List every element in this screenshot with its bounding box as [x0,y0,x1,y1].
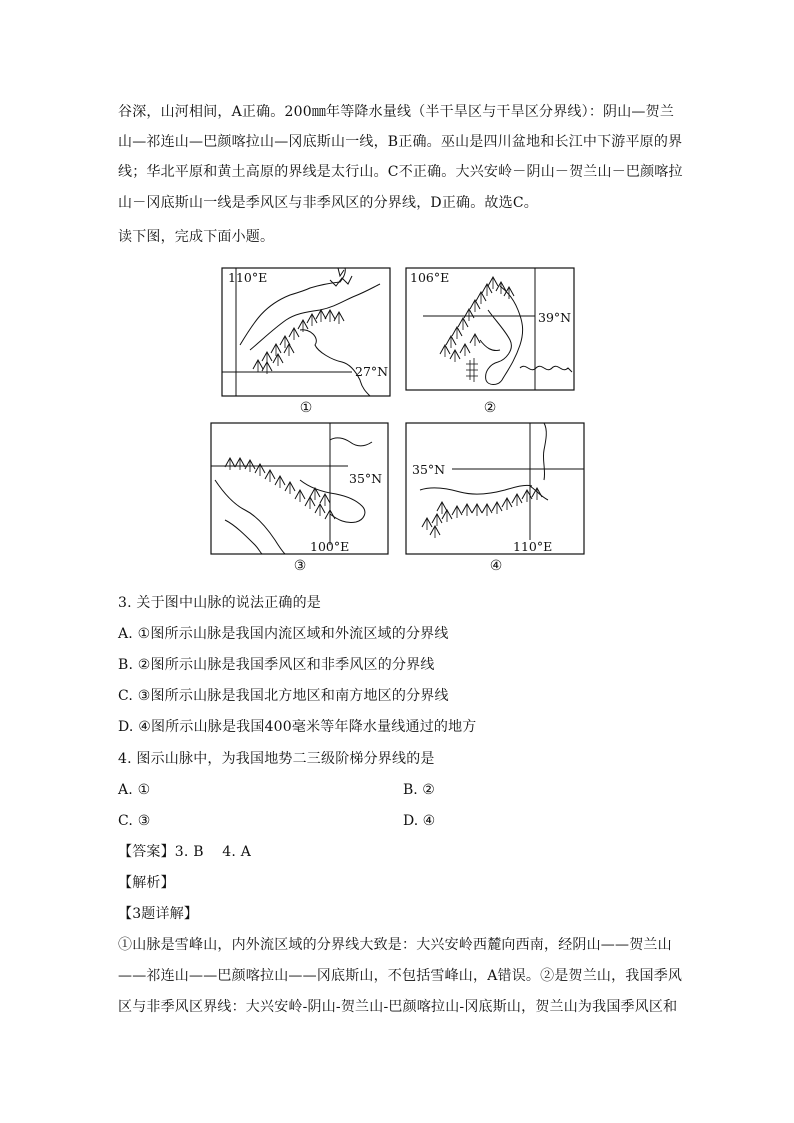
intro-line-1: 谷深，山河相间，A正确。200㎜年等降水量线（半干旱区与干旱区分界线）：阴山—贺兰 [118,104,675,120]
map-1-caption: ① [299,400,313,416]
analysis-label: 【解析】 [118,875,175,891]
map-3 [211,423,388,574]
answer-line: 【答案】3. B 4. A [118,844,252,860]
map-2-latitude-label: 39°N [538,310,572,325]
map-1-longitude-label: 110°E [228,270,268,285]
q3-option-c: C. ③图所示山脉是我国北方地区和南方地区的分界线 [118,688,449,704]
q4-option-c: C. ③ [118,813,151,829]
map-4 [406,423,584,574]
map-2 [406,268,574,416]
map-4-caption: ④ [489,558,503,574]
detail-line-2: ——祁连山——巴颜喀拉山——冈底斯山，不包括雪峰山，A错误。②是贺兰山，我国季风 [118,968,683,984]
q3-option-a: A. ①图所示山脉是我国内流区域和外流区域的分界线 [118,626,449,642]
map-2-longitude-label: 106°E [410,270,450,285]
q3-option-d: D. ④图所示山脉是我国400毫米等年降水量线通过的地方 [118,719,477,735]
detail-line-1: ①山脉是雪峰山，内外流区域的分界线大致是：大兴安岭西麓向西南，经阴山——贺兰山 [118,937,672,953]
reading-instruction: 读下图，完成下面小题。 [118,229,275,245]
q3-option-b: B. ②图所示山脉是我国季风区和非季风区的分界线 [118,657,435,673]
q3-stem: 3. 关于图中山脉的说法正确的是 [118,595,322,611]
intro-line-2: 山—祁连山—巴颜喀拉山—冈底斯山一线，B正确。巫山是四川盆地和长江中下游平原的界 [118,134,683,150]
detail-line-3: 区与非季风区界线：大兴安岭-阴山-贺兰山-巴颜喀拉山-冈底斯山，贺兰山为我国季风区和 [118,999,678,1015]
q4-stem: 4. 图示山脉中，为我国地势二三级阶梯分界线的是 [118,751,435,767]
map-3-latitude-label: 35°N [349,471,383,486]
map-1 [222,268,390,416]
map-4-longitude-label: 110°E [513,539,553,554]
q4-option-b: B. ② [403,782,435,798]
intro-line-3: 线；华北平原和黄土高原的界线是太行山。C不正确。大兴安岭－阴山－贺兰山－巴颜喀拉 [118,164,683,180]
map-2-caption: ② [483,400,497,416]
intro-line-4: 山－冈底斯山一线是季风区与非季风区的分界线，D正确。故选C。 [118,195,538,211]
map-1-latitude-label: 27°N [355,364,389,379]
q4-option-d: D. ④ [403,813,436,829]
q4-option-a: A. ① [118,782,151,798]
detail-label: 【3题详解】 [118,906,199,922]
map-3-caption: ③ [293,558,307,574]
map-4-latitude-label: 35°N [412,462,446,477]
map-3-longitude-label: 100°E [310,539,350,554]
